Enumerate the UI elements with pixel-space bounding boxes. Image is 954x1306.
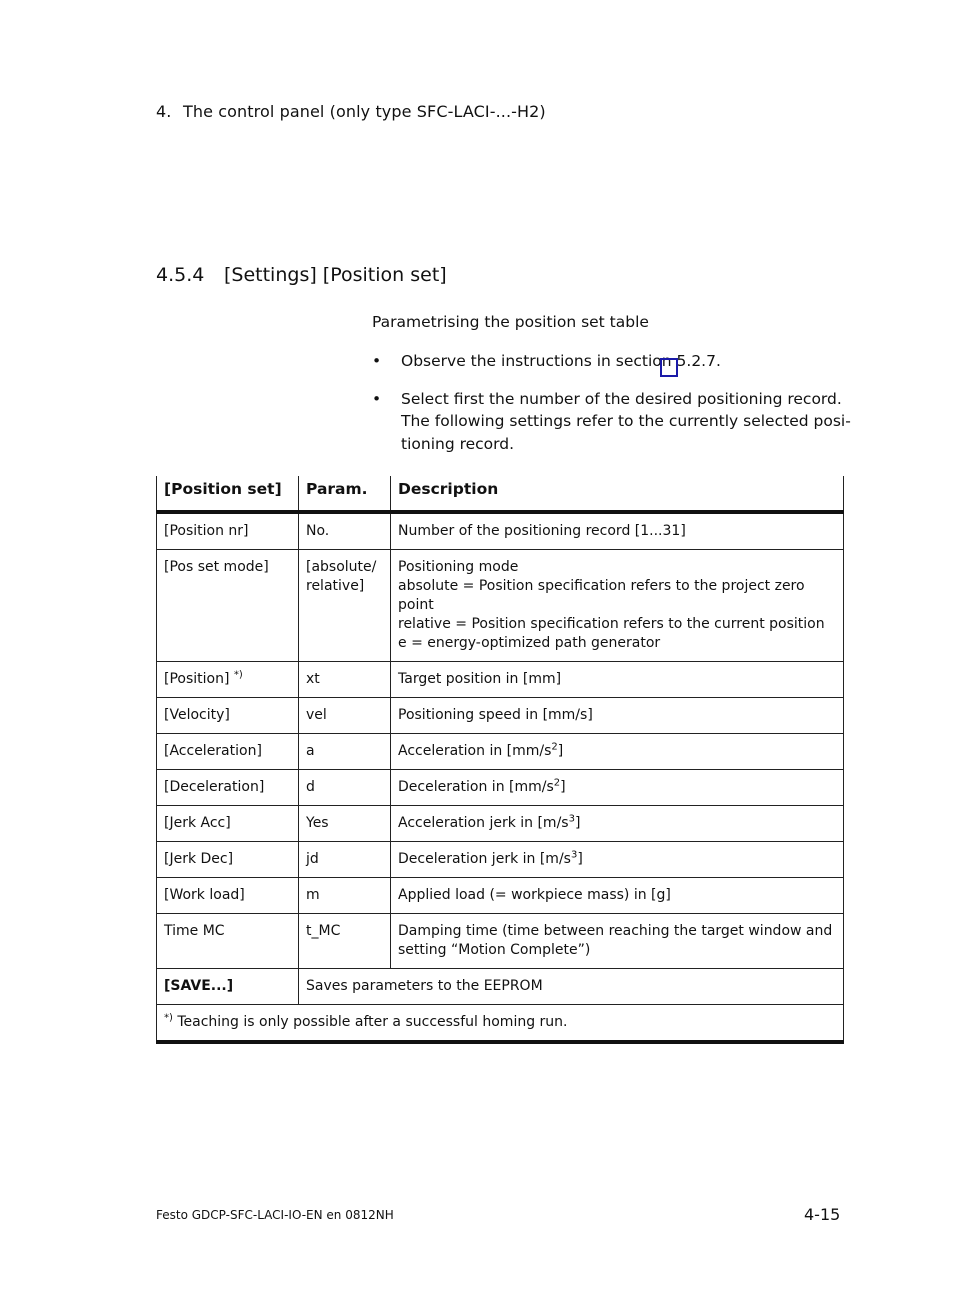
row-param: Yes: [306, 815, 329, 831]
row-name: [Work load]: [164, 887, 245, 903]
save-label: [SAVE...]: [164, 978, 234, 994]
table-row: [157, 878, 844, 914]
row-param: vel: [306, 707, 327, 723]
column-header: [Position set]: [157, 476, 299, 512]
row-param: a: [306, 743, 315, 759]
row-param: No.: [306, 523, 330, 539]
row-description-cell: [391, 878, 844, 914]
table-body: [157, 512, 844, 1042]
description-line: [398, 886, 836, 905]
column-header: Description: [391, 476, 844, 512]
row-param-cell: [299, 698, 391, 734]
row-name-cell: [157, 770, 299, 806]
column-header: Param.: [299, 476, 391, 512]
row-description-cell: [391, 806, 844, 842]
description-text: Acceleration in [mm/s: [398, 743, 552, 759]
table-row: [157, 512, 844, 550]
row-description-cell: [391, 662, 844, 698]
row-description-cell: [391, 550, 844, 662]
save-description: Saves parameters to the EEPROM: [306, 978, 543, 994]
unit-exponent: 2: [553, 777, 561, 789]
description-line: [398, 742, 836, 761]
table-row: [157, 698, 844, 734]
footer-document-id: Festo GDCP-SFC-LACI-IO-EN en 0812NH: [156, 1208, 394, 1222]
description-text: Target position in [mm]: [398, 671, 562, 687]
row-param-cell: [299, 662, 391, 698]
row-param: jd: [306, 851, 319, 867]
unit-exponent: 3: [568, 813, 575, 825]
row-param-cell: [299, 734, 391, 770]
table-row: [157, 734, 844, 770]
row-name-cell: [157, 734, 299, 770]
row-param-cell: [299, 806, 391, 842]
bullet-text: Select first the number of the desired positioning record. The following settings refer to the currently selected posi-tioning record.: [401, 389, 851, 453]
row-param-cell: [299, 770, 391, 806]
row-param: xt: [306, 671, 320, 687]
save-description-cell: [299, 969, 844, 1005]
table-row: [157, 770, 844, 806]
description-text: Number of the positioning record [1...31]: [398, 523, 686, 539]
table-row: [157, 662, 844, 698]
bullet-icon: •: [372, 352, 382, 370]
footnote-cell: [157, 1005, 844, 1043]
row-description-cell: [391, 842, 844, 878]
footnote-marker: *): [233, 669, 243, 681]
table-row: [157, 914, 844, 969]
description-line: [398, 850, 836, 869]
table-row: [157, 969, 844, 1005]
section-number: 4.5.4: [156, 264, 205, 286]
instruction-list: [372, 350, 852, 470]
row-name-cell: [157, 914, 299, 969]
row-description-cell: [391, 698, 844, 734]
row-name: [Jerk Acc]: [164, 815, 231, 831]
unit-exponent: 3: [570, 849, 578, 861]
description-text: Deceleration jerk in [m/s: [398, 851, 571, 867]
description-tail: ]: [574, 815, 581, 831]
footnote-row: [157, 1005, 844, 1043]
page-number: 4-15: [804, 1205, 841, 1224]
chapter-title-text: The control panel (only type SFC-LACI-...-H2): [183, 102, 546, 121]
footnote-text: Teaching is only possible after a successful homing run.: [172, 1014, 568, 1030]
row-param-cell: [299, 842, 391, 878]
description-text: Positioning speed in [mm/s]: [398, 707, 593, 723]
row-param-cell: [299, 878, 391, 914]
row-name-cell: [157, 698, 299, 734]
row-name: [Position]: [164, 671, 230, 687]
row-param: d: [306, 779, 315, 795]
description-text: Deceleration in [mm/s: [398, 779, 554, 795]
section-title: [Settings] [Position set]: [224, 264, 447, 286]
footnote-marker: *): [164, 1012, 173, 1024]
description-text: e = energy-optimized path generator: [398, 635, 661, 651]
row-description-cell: [391, 512, 844, 550]
description-line: [398, 922, 836, 960]
table-row: [157, 550, 844, 662]
list-item: [372, 350, 852, 373]
row-name: Time MC: [164, 923, 225, 939]
description-line: [398, 814, 836, 833]
description-text: Positioning mode: [398, 559, 519, 575]
intro-text: Parametrising the position set table: [372, 313, 649, 331]
description-tail: ]: [557, 743, 564, 759]
description-line: [398, 558, 836, 577]
bullet-text: Observe the instructions in section 5.2.7.: [401, 352, 721, 370]
section-link-highlight[interactable]: [660, 358, 678, 377]
description-line: [398, 670, 836, 689]
description-text: absolute = Position specification refers to the project zero point: [398, 578, 805, 613]
row-description-cell: [391, 914, 844, 969]
row-name: [Pos set mode]: [164, 559, 269, 575]
table-row: [157, 806, 844, 842]
row-param-cell: [299, 550, 391, 662]
row-name-cell: [157, 842, 299, 878]
row-name: [Velocity]: [164, 707, 230, 723]
description-tail: ]: [560, 779, 566, 795]
description-line: [398, 706, 836, 725]
description-line: [398, 577, 836, 615]
row-name: [Position nr]: [164, 523, 249, 539]
row-param: m: [306, 887, 320, 903]
row-name: [Acceleration]: [164, 743, 262, 759]
section-heading: [156, 264, 447, 286]
description-line: [398, 778, 836, 797]
description-line: [398, 634, 836, 653]
save-label-cell: [157, 969, 299, 1005]
chapter-number: 4.: [156, 102, 172, 121]
chapter-title: [156, 102, 546, 121]
row-name-cell: [157, 662, 299, 698]
row-name-cell: [157, 512, 299, 550]
description-tail: ]: [577, 851, 583, 867]
description-text: relative = Position specification refers to the current position: [398, 616, 825, 632]
row-name-cell: [157, 806, 299, 842]
row-description-cell: [391, 734, 844, 770]
row-param-cell: [299, 914, 391, 969]
position-set-table: [156, 476, 844, 1044]
unit-exponent: 2: [551, 741, 558, 753]
row-param-cell: [299, 512, 391, 550]
description-line: [398, 615, 836, 634]
description-text: Damping time (time between reaching the target window and setting “Motion Complete”): [398, 923, 833, 958]
row-name: [Jerk Dec]: [164, 851, 234, 867]
row-param: [absolute/ relative]: [306, 559, 377, 594]
description-line: [398, 522, 836, 541]
description-text: Acceleration jerk in [m/s: [398, 815, 569, 831]
description-text: Applied load (= workpiece mass) in [g]: [398, 887, 671, 903]
row-name: [Deceleration]: [164, 779, 265, 795]
list-item: [372, 388, 852, 456]
row-name-cell: [157, 878, 299, 914]
table-row: [157, 842, 844, 878]
table-header-row: [157, 476, 844, 512]
bullet-icon: •: [372, 389, 382, 408]
row-name-cell: [157, 550, 299, 662]
row-param: t_MC: [306, 923, 341, 939]
row-description-cell: [391, 770, 844, 806]
